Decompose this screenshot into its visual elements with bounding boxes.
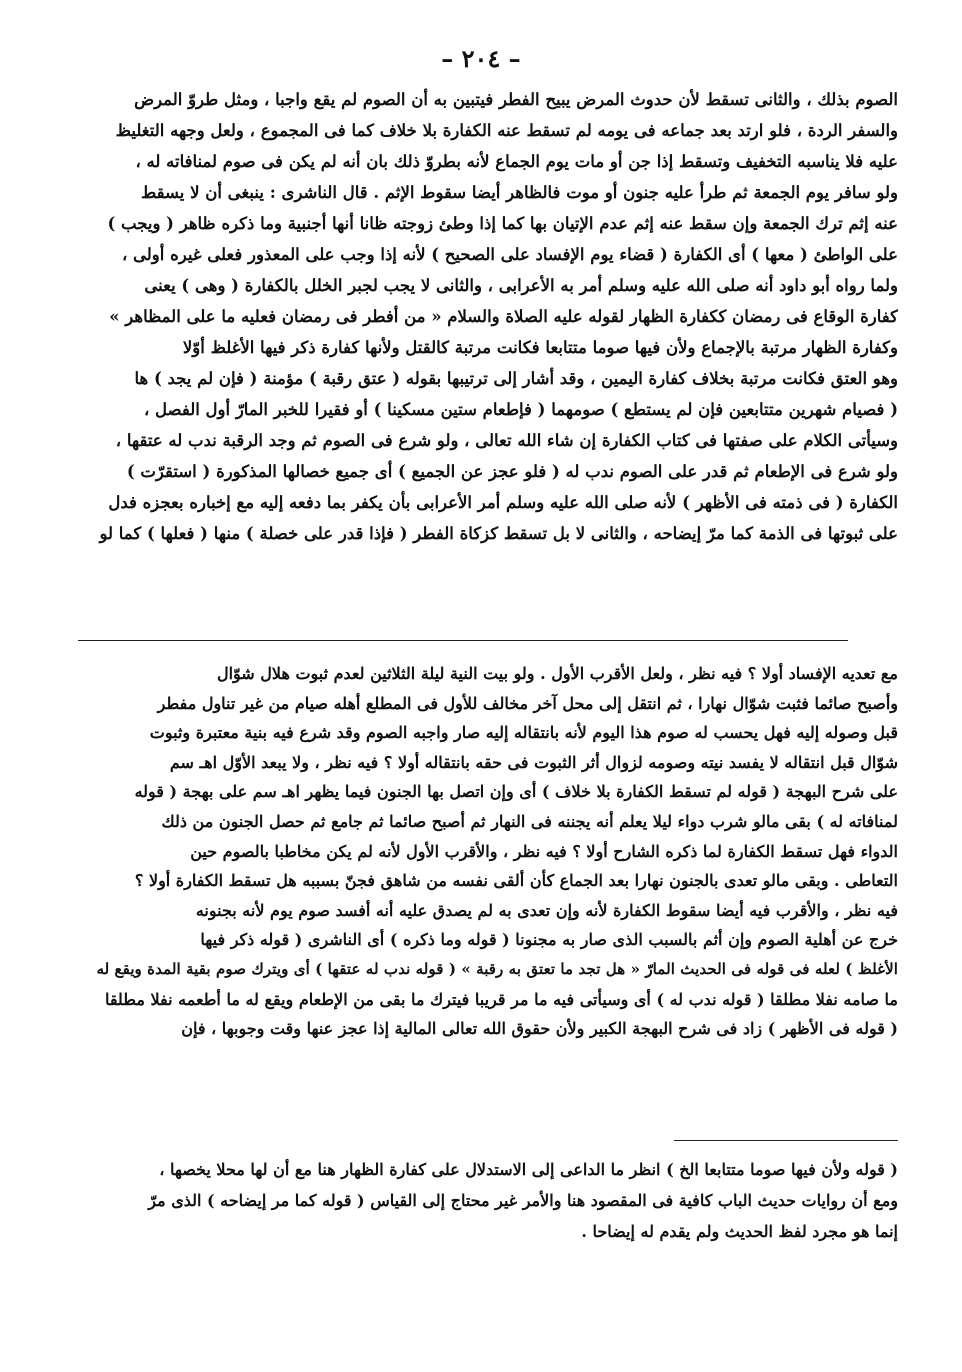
- commentary-block: [78, 659, 898, 1044]
- main-text-line: وسيأتى الكلام على صفتها فى كتاب الكفارة إن شاء الله تعالى ، ولو شرع فى الصوم ثم وجد الرقبة ندب له عتقها ،: [115, 431, 898, 450]
- main-text-line: على ثبوتها فى الذمة كما مرّ إيضاحه ، والثانى لا بل تسقط كزكاة الفطر ( فإذا قدر على خصلة ) منها ( فعلها ) كما لو: [99, 524, 898, 543]
- commentary-line: ( قوله فى الأظهر ) زاد فى شرح البهجة الكبير ولأن حقوق الله تعالى المالية إذا عجز عنها وقت وجوبها ، فإن: [181, 1019, 898, 1039]
- main-text-line: والسفر الردة ، فلو ارتد بعد جماعه فى يومه لم تسقط عنه الكفارة بلا خلاف كما فى المجموع ، ولعل وجهه التغليظ: [115, 121, 898, 140]
- main-text-line: وهو العتق فكانت مرتبة بخلاف كفارة اليمين ، وقد أشار إلى ترتيبها بقوله ( عتق رقبة ) مؤمنة ( فإن لم يجد ) ها: [134, 369, 898, 388]
- main-text-line: كفارة الوقاع فى رمضان ككفارة الظهار لقوله عليه الصلاة والسلام « من أفطر فى رمضان فعليه ما على المظاهر »: [109, 307, 898, 326]
- footnote-line: ومع أن روايات حديث الباب كافية فى المقصود هنا والأمر غير محتاج إلى القياس ( قوله كما مر إيضاحه ) الذى مرّ: [148, 1191, 898, 1210]
- footnote-line: ( قوله ولأن فيها صوما متتابعا الخ ) انظر ما الداعى إلى الاستدلال على كفارة الظهار هنا مع أن لها محلا يخصها ،: [159, 1160, 898, 1179]
- commentary-line: على شرح البهجة ( قوله لم تسقط الكفارة بلا خلاف ) أى وإن اتصل بها الجنون فيما يظهر اهـ سم على بهجة ( قوله: [134, 782, 898, 802]
- page-number: – ٢٠٤ –: [441, 44, 521, 73]
- commentary-line: الدواء فهل تسقط الكفارة لما ذكره الشارح أولا ؟ فيه نظر ، والأقرب الأول لأنه لم يكن مخاطبا بالصوم حين: [190, 841, 898, 861]
- main-text-line: الصوم بذلك ، والثانى تسقط لأن حدوث المرض يبيح الفطر فيتبين به أن الصوم لم يقع واجبا ، ومثل طروّ المرض: [134, 90, 898, 109]
- main-text-line: ولما رواه أبو داود أنه صلى الله عليه وسلم أمر به الأعرابى ، والثانى لا يجب لجبر الخلل بالكفارة ( وهى ) يعنى: [144, 276, 898, 295]
- commentary-line: التعاطى . وبقى مالو تعدى بالجنون نهارا بعد الجماع كأن ألقى نفسه من شاهق فجنّ بسببه هل تسقط الكفارة أولا ؟: [134, 871, 898, 891]
- footnote-block: [80, 1154, 898, 1247]
- main-text-line: على الواطئ ( معها ) أى الكفارة ( قضاء يوم الإفساد على الصحيح ) لأنه إذا وجب على المعذور فعلى غيره أولى ،: [121, 245, 898, 264]
- main-text-line: الكفارة ( فى ذمته فى الأظهر ) لأنه صلى الله عليه وسلم أمر الأعرابى بأن يكفر بما دفعه إليه مع إخباره بعجزه فدل: [108, 493, 898, 512]
- commentary-line: خرج عن أهلية الصوم وإن أثم بالسبب الذى صار به مجنونا ( قوله وما ذكره ) أى الناشرى ( قوله ذكر فيها: [200, 930, 898, 950]
- main-text-line: وكفارة الظهار مرتبة بالإجماع ولأن فيها صوما متتابعا فكانت مرتبة كالقتل ولأنها كفارة ذكر فيها الأغلظ أوّلا: [182, 338, 898, 357]
- commentary-line: لمنافاته له ) بقى مالو شرب دواء ليلا يعلم أنه يجننه فى النهار ثم أصبح صائما ثم جامع ثم حصل الجنون من ذلك: [161, 811, 898, 831]
- commentary-line: قبل وصوله إليه فهل يحسب له صوم هذا اليوم لأنه بانتقاله إليه صار واجبه الصوم وقد شرع فيه بنية معتبرة وثبوت: [149, 723, 898, 743]
- main-text-line: ولو شرع فى الإطعام ثم قدر على الصوم ندب له ( فلو عجز عن الجميع ) أى جميع خصالها المذكورة ( استقرّت ): [126, 462, 898, 481]
- footnote-divider: [674, 1140, 898, 1141]
- commentary-line: شوّال قبل انتقاله لا يفسد نيته وصومه لزوال أثر الثبوت فى حقه بانتقاله أولا ؟ فيه نظر ، ولا يبعد الأوّل اهـ سم: [169, 752, 898, 772]
- section-divider: [78, 640, 848, 641]
- commentary-line: مع تعديه الإفساد أولا ؟ فيه نظر ، ولعل الأقرب الأول . ولو بيت النية ليلة الثلاثين لعدم ثبوت هلال شوّال: [216, 664, 898, 683]
- main-text-line: عليه فلا يناسبه التخفيف وتسقط إذا جن أو مات يوم الجماع لأنه بطروّ ذلك بان أنه لم يكن فى صوم لمنافاته له ،: [135, 152, 898, 171]
- main-text-line: ولو سافر يوم الجمعة ثم طرأ عليه جنون أو موت فالظاهر أيضا سقوط الإثم . قال الناشرى : ينبغى أن لا يسقط: [141, 183, 898, 202]
- footnote-line: إنما هو مجرد لفظ الحديث ولم يقدم له إيضاحا .: [581, 1222, 898, 1241]
- commentary-line: فيه نظر ، والأقرب فيه أيضا سقوط الكفارة لأنه وإن تعدى به لم يصدق عليه أنه أفسد صوم يوم لأنه بجنونه: [195, 900, 898, 920]
- commentary-line: وأصبح صائما فثبت شوّال نهارا ، ثم انتقل إلى محل آخر مخالف للأول فى المطلع أهله صيام من غير تناول مفطر: [157, 693, 898, 713]
- main-text-block: [74, 84, 898, 549]
- commentary-line: الأغلظ ) لعله فى قوله فى الحديث المارّ « هل تجد ما تعتق به رقبة » ( قوله ندب له عتقها ) أى ويترك صوم بقية المدة ويقع له: [96, 959, 898, 978]
- commentary-line: ما صامه نفلا مطلقا ( قوله ندب له ) أى وسيأتى فيه ما مر قريبا فيترك ما بقى من الإطعام ويقع له ما أطعمه نفلا مطلقا: [104, 989, 898, 1009]
- main-text-line: عنه إثم ترك الجمعة وإن سقط عنه إثم عدم الإتيان بها كما إذا وطئ زوجته ظانا أنها أجنبية وما ذكره ظاهر ( ويجب ): [107, 214, 898, 233]
- main-text-line: ( فصيام شهرين متتابعين فإن لم يستطع ) صومهما ( فإطعام ستين مسكينا ) أو فقيرا للخبر المارّ أول الفصل ،: [143, 400, 898, 419]
